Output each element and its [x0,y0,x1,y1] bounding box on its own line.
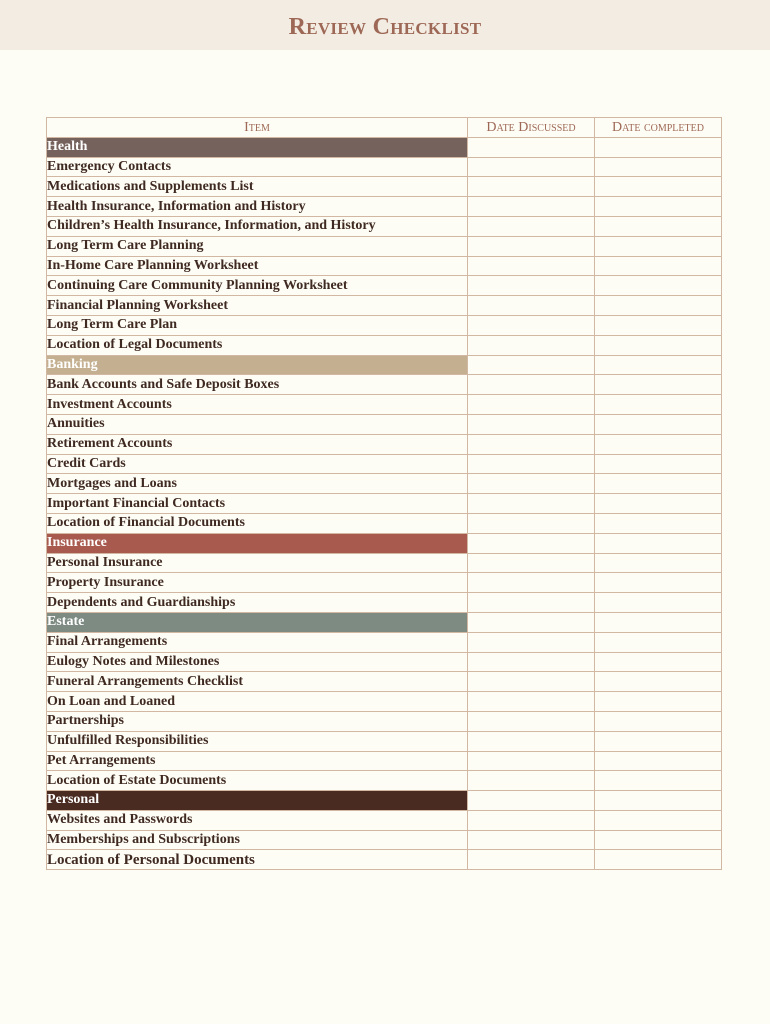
date-discussed-cell[interactable] [468,632,595,652]
checklist-row [47,513,722,533]
checklist-row [47,593,722,613]
date-completed-cell[interactable] [595,216,722,236]
date-discussed-cell[interactable] [468,197,595,217]
checklist-row [47,652,722,672]
checklist-item-label: Long Term Care Plan [47,315,468,335]
date-discussed-cell[interactable] [468,711,595,731]
date-discussed-cell[interactable] [468,157,595,177]
date-completed-cell[interactable] [595,355,722,375]
checklist-item-label: Medications and Supplements List [47,177,468,197]
date-discussed-cell[interactable] [468,830,595,850]
date-completed-cell[interactable] [595,276,722,296]
date-completed-cell[interactable] [595,177,722,197]
date-discussed-cell[interactable] [468,414,595,434]
checklist-item-label: Property Insurance [47,573,468,593]
checklist-item-label: Websites and Passwords [47,810,468,830]
date-discussed-cell[interactable] [468,454,595,474]
date-completed-cell[interactable] [595,850,722,870]
date-completed-cell[interactable] [595,474,722,494]
checklist-item-label: Investment Accounts [47,395,468,415]
date-completed-cell[interactable] [595,375,722,395]
date-completed-cell[interactable] [595,315,722,335]
date-completed-cell[interactable] [595,612,722,632]
date-completed-cell[interactable] [595,672,722,692]
date-discussed-cell[interactable] [468,276,595,296]
checklist-item-label: Dependents and Guardianships [47,593,468,613]
date-discussed-cell[interactable] [468,474,595,494]
date-discussed-cell[interactable] [468,612,595,632]
checklist-item-label: Health Insurance, Information and History [47,197,468,217]
checklist-row [47,256,722,276]
checklist-item-label: Credit Cards [47,454,468,474]
section-heading: Insurance [47,533,468,553]
checklist-item-label: Partnerships [47,711,468,731]
date-completed-cell[interactable] [595,751,722,771]
checklist-item-label: Long Term Care Planning [47,236,468,256]
checklist-item-label: Retirement Accounts [47,434,468,454]
checklist-item-label: Eulogy Notes and Milestones [47,652,468,672]
checklist-item-label: Annuities [47,414,468,434]
date-completed-cell[interactable] [595,771,722,791]
checklist-item-label: In-Home Care Planning Worksheet [47,256,468,276]
checklist-row [47,771,722,791]
checklist-item-label: Location of Legal Documents [47,335,468,355]
date-discussed-cell[interactable] [468,791,595,811]
date-discussed-cell[interactable] [468,771,595,791]
checklist-item-label: On Loan and Loaned [47,692,468,712]
date-discussed-cell[interactable] [468,593,595,613]
checklist-row [47,414,722,434]
checklist-row [47,711,722,731]
date-completed-cell[interactable] [595,395,722,415]
date-discussed-cell[interactable] [468,810,595,830]
checklist-row [47,474,722,494]
checklist-item-label: Memberships and Subscriptions [47,830,468,850]
checklist-row [47,197,722,217]
checklist-item-label: Location of Personal Documents [47,850,468,870]
section-row-estate [47,612,722,632]
header-row [47,118,722,138]
date-completed-cell[interactable] [595,296,722,316]
checklist-item-label: Funeral Arrangements Checklist [47,672,468,692]
checklist-item-label: Location of Estate Documents [47,771,468,791]
date-discussed-cell[interactable] [468,751,595,771]
checklist-row [47,494,722,514]
date-completed-cell[interactable] [595,494,722,514]
date-completed-cell[interactable] [595,573,722,593]
checklist-row [47,434,722,454]
date-completed-cell[interactable] [595,810,722,830]
section-heading: Estate [47,612,468,632]
checklist-row [47,335,722,355]
checklist-item-label: Emergency Contacts [47,157,468,177]
date-discussed-cell[interactable] [468,652,595,672]
checklist-row [47,157,722,177]
date-completed-cell[interactable] [595,137,722,157]
date-discussed-cell[interactable] [468,553,595,573]
date-completed-cell[interactable] [595,652,722,672]
date-completed-cell[interactable] [595,593,722,613]
checklist-row [47,731,722,751]
column-header-date-completed: Date completed [595,118,722,138]
section-heading: Health [47,137,468,157]
checklist-row [47,553,722,573]
date-discussed-cell[interactable] [468,335,595,355]
checklist-item-label: Financial Planning Worksheet [47,296,468,316]
page-title: Review Checklist [288,14,482,40]
checklist-item-label: Mortgages and Loans [47,474,468,494]
date-discussed-cell[interactable] [468,731,595,751]
date-discussed-cell[interactable] [468,434,595,454]
date-discussed-cell[interactable] [468,533,595,553]
date-discussed-cell[interactable] [468,850,595,870]
checklist-row [47,177,722,197]
date-completed-cell[interactable] [595,711,722,731]
section-heading: Personal [47,791,468,811]
date-discussed-cell[interactable] [468,216,595,236]
date-completed-cell[interactable] [595,513,722,533]
checklist-row [47,751,722,771]
date-discussed-cell[interactable] [468,494,595,514]
date-discussed-cell[interactable] [468,375,595,395]
checklist-item-label: Final Arrangements [47,632,468,652]
date-discussed-cell[interactable] [468,672,595,692]
date-discussed-cell[interactable] [468,513,595,533]
date-discussed-cell[interactable] [468,355,595,375]
checklist-item-label: Unfulfilled Responsibilities [47,731,468,751]
date-completed-cell[interactable] [595,414,722,434]
date-discussed-cell[interactable] [468,236,595,256]
date-completed-cell[interactable] [595,791,722,811]
section-row-health [47,137,722,157]
date-completed-cell[interactable] [595,197,722,217]
checklist-item-label: Continuing Care Community Planning Worksheet [47,276,468,296]
checklist-row [47,672,722,692]
date-discussed-cell[interactable] [468,177,595,197]
checklist-row [47,632,722,652]
section-row-banking [47,355,722,375]
date-discussed-cell[interactable] [468,256,595,276]
checklist-row [47,850,722,870]
date-discussed-cell[interactable] [468,692,595,712]
checklist-row [47,454,722,474]
checklist-row [47,296,722,316]
date-completed-cell[interactable] [595,553,722,573]
date-completed-cell[interactable] [595,632,722,652]
date-completed-cell[interactable] [595,731,722,751]
section-row-insurance [47,533,722,553]
checklist-row [47,692,722,712]
date-completed-cell[interactable] [595,454,722,474]
checklist-item-label: Pet Arrangements [47,751,468,771]
checklist-row [47,830,722,850]
checklist-row [47,810,722,830]
checklist-item-label: Location of Financial Documents [47,513,468,533]
column-header-date-discussed: Date Discussed [468,118,595,138]
checklist-item-label: Personal Insurance [47,553,468,573]
section-heading: Banking [47,355,468,375]
section-row-personal [47,791,722,811]
checklist-row [47,395,722,415]
checklist-item-label: Children’s Health Insurance, Information, and History [47,216,468,236]
checklist-body [47,137,722,869]
date-discussed-cell[interactable] [468,573,595,593]
date-completed-cell[interactable] [595,533,722,553]
date-completed-cell[interactable] [595,236,722,256]
checklist-row [47,236,722,256]
date-completed-cell[interactable] [595,434,722,454]
checklist-row [47,276,722,296]
date-completed-cell[interactable] [595,256,722,276]
date-completed-cell[interactable] [595,335,722,355]
checklist-item-label: Bank Accounts and Safe Deposit Boxes [47,375,468,395]
date-discussed-cell[interactable] [468,395,595,415]
checklist-row [47,375,722,395]
date-discussed-cell[interactable] [468,315,595,335]
checklist-row [47,315,722,335]
date-completed-cell[interactable] [595,157,722,177]
review-checklist-table [46,117,722,870]
date-discussed-cell[interactable] [468,296,595,316]
checklist-item-label: Important Financial Contacts [47,494,468,514]
date-completed-cell[interactable] [595,830,722,850]
checklist-row [47,216,722,236]
column-header-item: Item [47,118,468,138]
checklist-row [47,573,722,593]
date-discussed-cell[interactable] [468,137,595,157]
date-completed-cell[interactable] [595,692,722,712]
